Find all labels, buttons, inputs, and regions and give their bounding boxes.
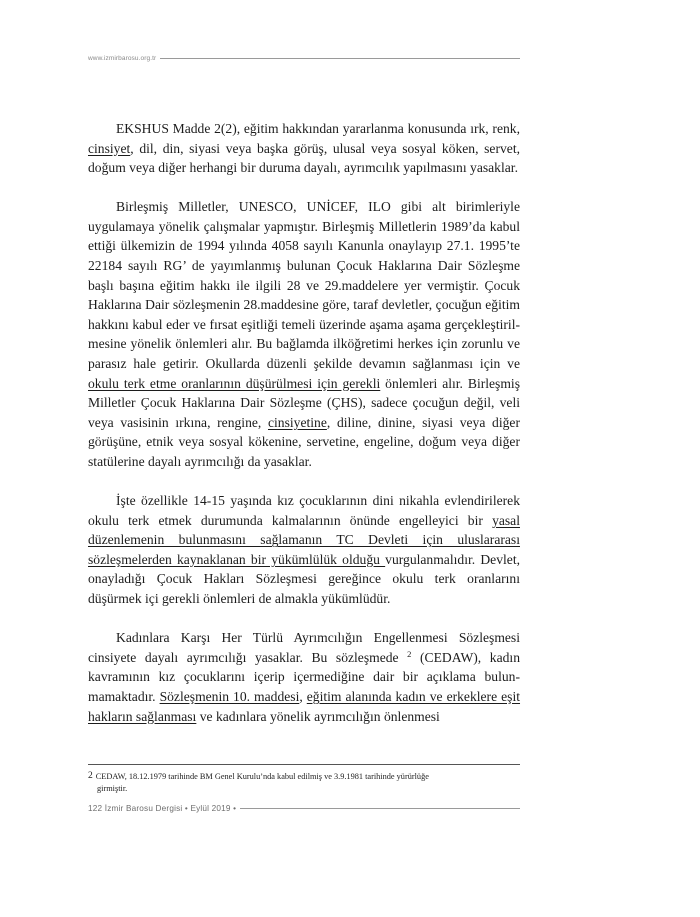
paragraph-2 <box>88 197 520 471</box>
page-footer <box>88 802 520 814</box>
paragraph-4-text: (CEDAW), kadın kavramının kız çocuklarını içerip içermediğine dair bir açıklama bulunmamaktadır. <box>88 649 520 704</box>
underlined-text: Sözleşmenin 10. maddesi <box>159 688 300 704</box>
underlined-text: yasal düzenlemenin bulunmasını sağlamanın TC Devleti için uluslararası sözleşmelerden kaynaklanan bir yükümlülük olduğu <box>88 512 520 567</box>
paragraph-2-text: önlemleri alır. Birleşmiş Milletler Çocuk Haklarına Dair Sözleşme (ÇHS), sadece çocuğun değil, veli veya vasisinin ırkına, rengine, <box>88 375 520 430</box>
footnote-divider <box>88 764 520 765</box>
paragraph-1 <box>88 119 520 178</box>
paragraph-2-text: , diline, dinine, siyasi veya diğer görüşüne, etnik veya sosyal kökenine, servetine, engeline, doğum veya diğer statülerine dayalı ayrımcılığı da yasaklar. <box>88 414 520 469</box>
footer-rule <box>240 808 520 809</box>
footer-journal-info: 122 İzmir Barosu Dergisi • Eylül 2019 • <box>88 803 237 813</box>
article-body <box>88 119 520 726</box>
underlined-text: cinsiyet <box>88 140 131 156</box>
paragraph-4-text: , <box>299 688 307 704</box>
paragraph-1-text: , dil, din, siyasi veya başka görüş, ulusal veya sosyal köken, servet, doğum veya diğer herhangi bir duruma dayalı, ayrımcılık yapılmasını yasaklar. <box>88 140 520 176</box>
underlined-text: okulu terk etme oranlarının düşürülmesi için gerekli <box>88 375 381 391</box>
footnote-reference[interactable]: 2 <box>407 648 412 659</box>
paragraph-2-text: Birleşmiş Milletler, UNESCO, UNİCEF, ILO gibi alt birimleriyle uygulamaya yönelik çalışmalar yapmıştır. Birleşmiş Milletlerin 1989’da kabul ettiği ülkemizin de 1994 yılında 4058 sayılı Kanunla onaylayıp 27.1. 1995’te 22184 sayılı RG’ de yayımlanmış bulunan Çocuk Haklarına Dair Sözleşme başlı başına eğitim hakkı ile ilgili 28 ve 29.maddelere yer vermiştir. Çocuk Haklarına Dair sözleşmenin 28.maddesine göre, taraf devletler, çocuğun eğitim hakkını kabul eder ve fırsat eşitliği temeli üzerinde aşama aşama gerçekleştiril-mesine yönelik önlemleri alır. Bu bağlamda ilköğretimi herkes için zorunlu ve parasız hale getirir. Okullarda düzenli şekilde devamın sağlanması için ve <box>88 199 520 372</box>
underlined-text: eğitim alanında kadın ve erkeklere eşit hakların sağlanması <box>88 688 521 724</box>
paragraph-3-text: İşte özellikle 14-15 yaşında kız çocuklarının dini nikahla evlendirilerek okulu terk etmek durumunda kalmalarının önünde engelleyici bir <box>88 493 520 528</box>
footnote-number: 2 <box>88 771 93 781</box>
footnote <box>88 771 520 794</box>
header-rule <box>160 58 520 59</box>
page-header <box>88 53 520 63</box>
header-website[interactable]: www.izmirbarosu.org.tr <box>88 54 157 62</box>
paragraph-4-text: Kadınlara Karşı Her Türlü Ayrımcılığın Engellenmesi Sözleşmesi cinsiyete dayalı ayrımcılığı yasaklar. Bu sözleşmede <box>88 630 520 665</box>
paragraph-4 <box>88 628 520 726</box>
paragraph-1-text: EKSHUS Madde 2(2), eğitim hakkından yararlanma konusunda ırk, renk, <box>116 121 520 136</box>
paragraph-3-text: vurgulanmalıdır. Devlet, onayladığı Çocuk Hakları Sözleşmesi gereğince okulu terk oranlarını düşürmek içi gerekli önlemleri de almakla yükümlüdür. <box>88 551 520 607</box>
paragraph-3 <box>88 491 520 609</box>
footnote-text-continued: girmiştir. <box>97 783 128 793</box>
underlined-text: cinsiyetine <box>268 414 327 430</box>
footnote-text: CEDAW, 18.12.1979 tarihinde BM Genel Kurulu’nda kabul edilmiş ve 3.9.1981 tarihinde yürürlüğe <box>95 772 429 781</box>
footnote-line <box>88 771 520 783</box>
paragraph-4-text: ve kadınlara yönelik ayrımcılığın önlenmesi <box>196 708 440 724</box>
